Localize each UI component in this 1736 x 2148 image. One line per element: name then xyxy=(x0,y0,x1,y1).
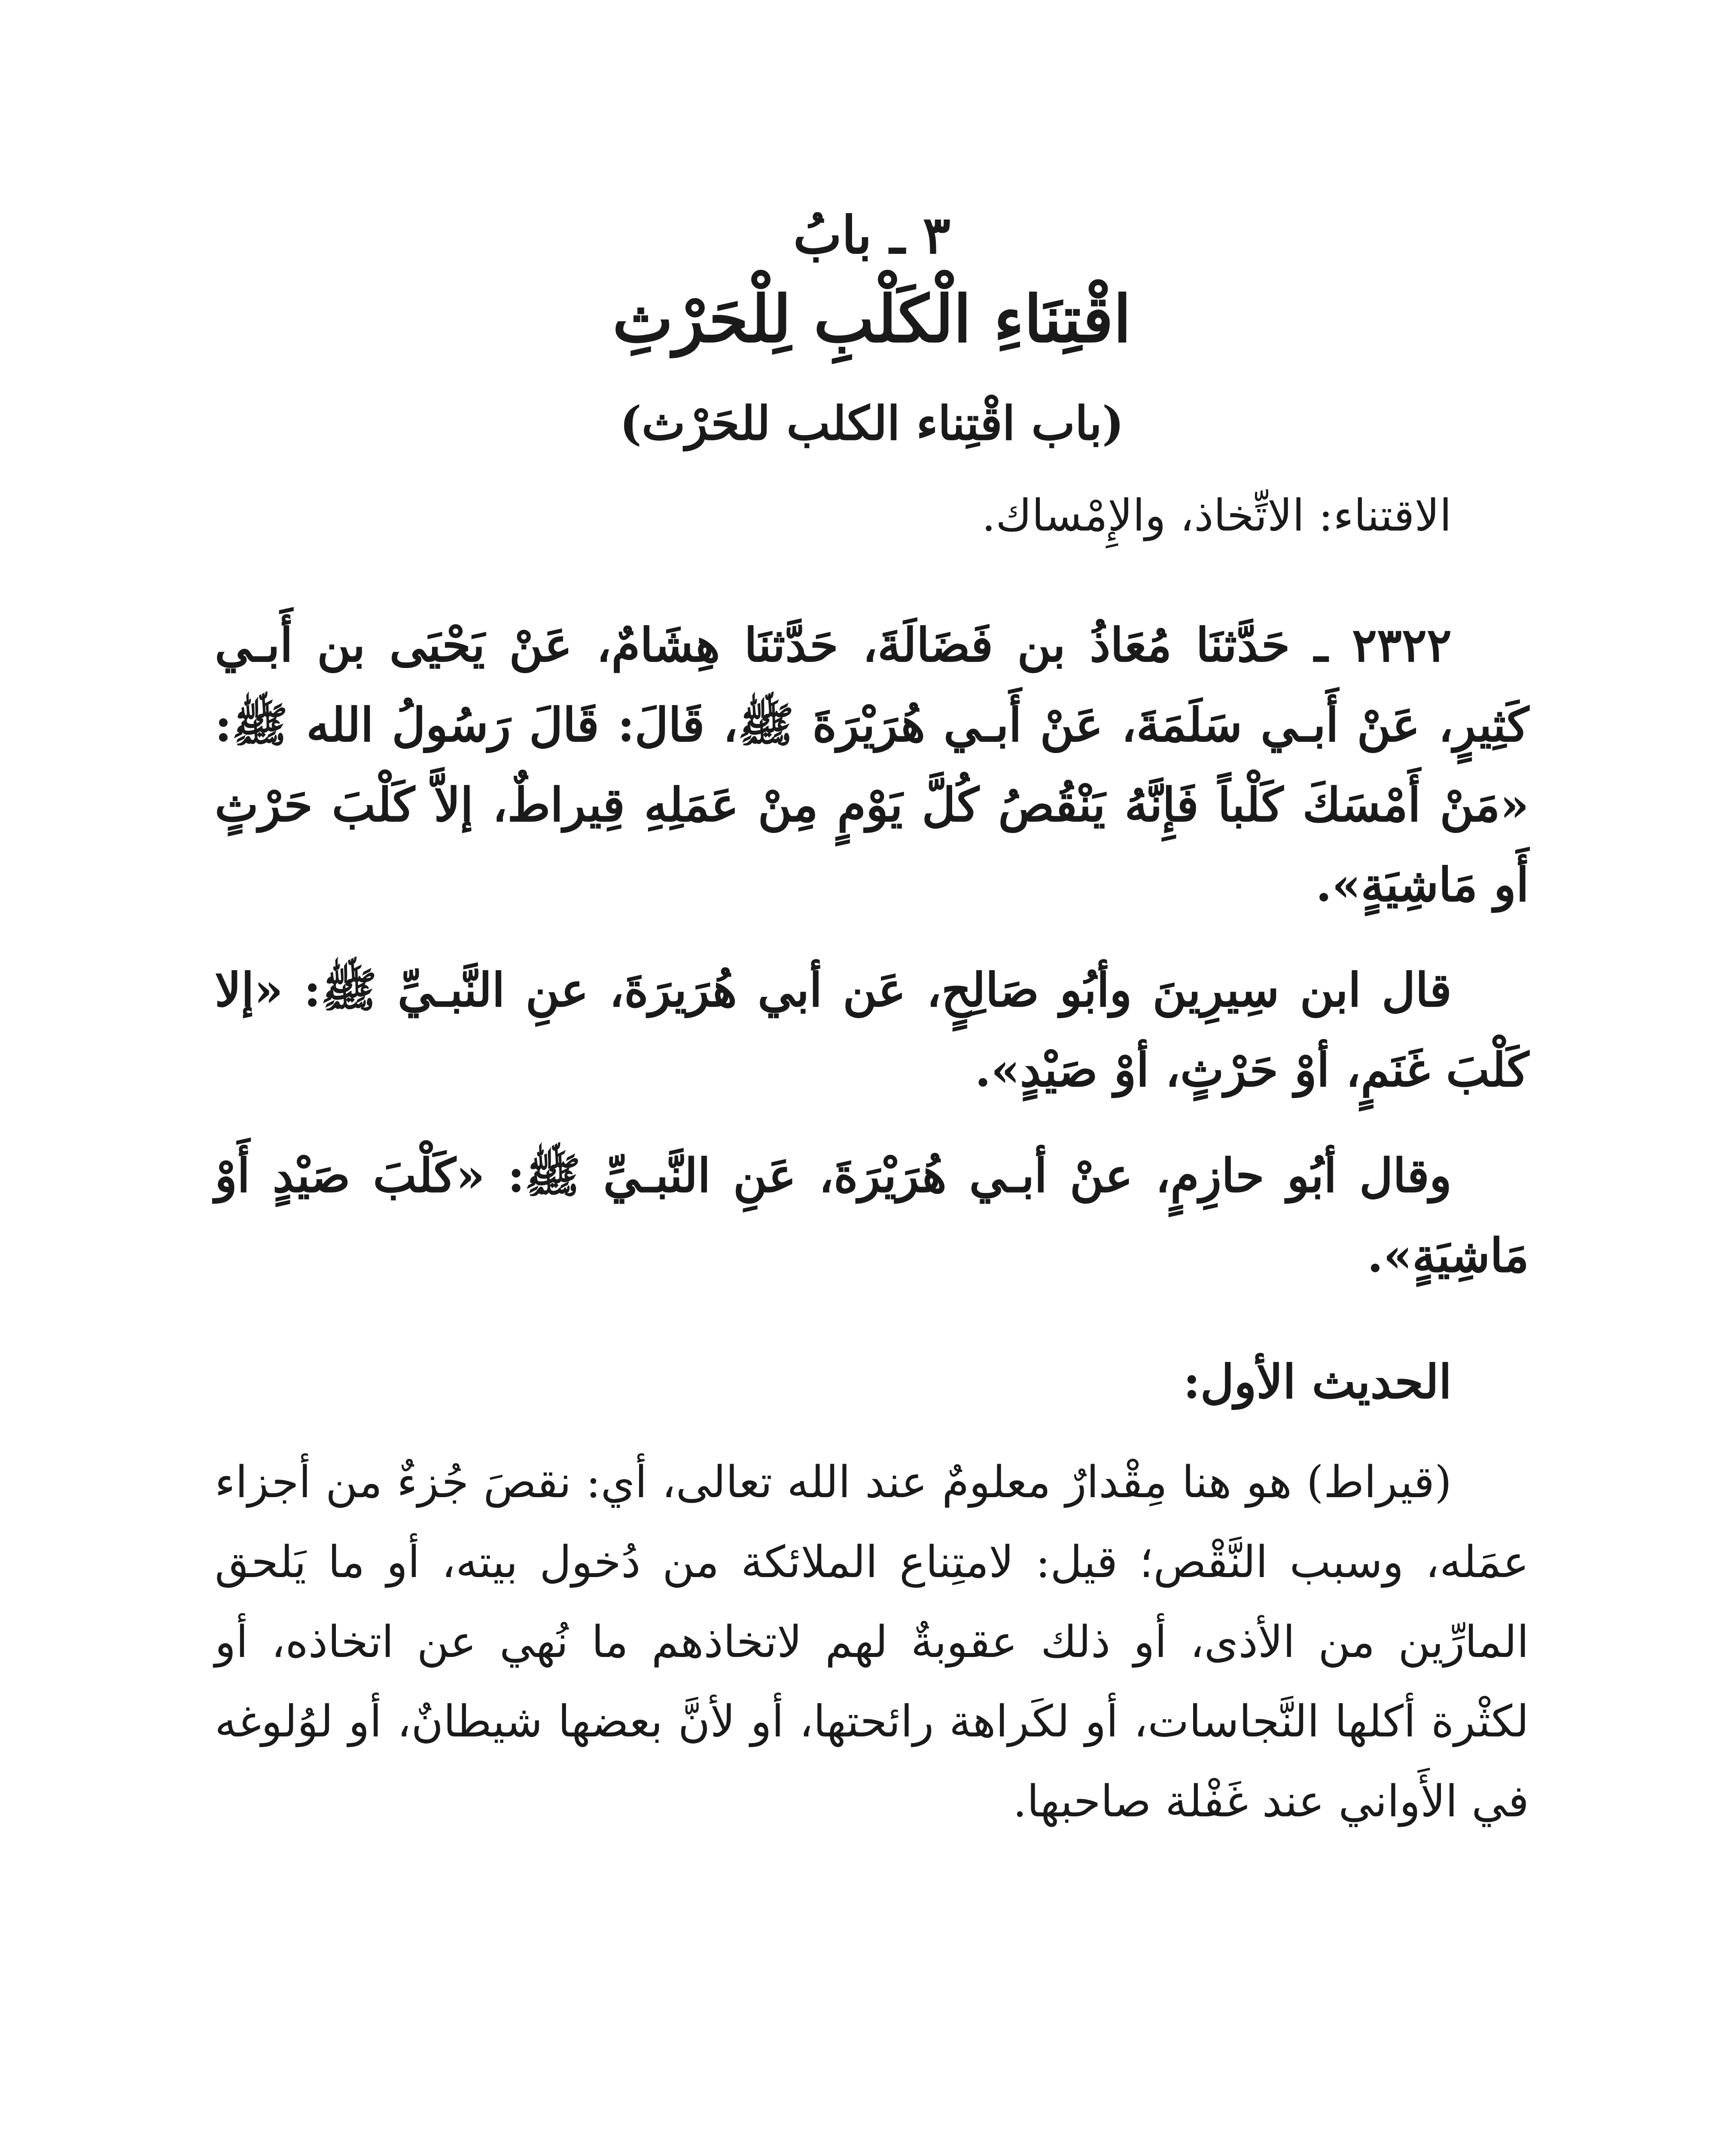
commentary-subheading: الحديث الأول: xyxy=(1183,1355,1452,1410)
commentary-paragraph: (قيراط) هو هنا مِقْدارٌ معلومٌ عند الله تعالى، أي: نقصَ جُزءٌ من أجزاء عمَله، وسبب النَّقْص؛ قيل: لامتِناع الملائكة من دُخول بيته، أو ما يَلحق المارِّين من الأذى، أو ذلك عقوبةٌ لهم لاتخاذهم ما نُهي عن اتخاذه، أو لكثْرة أكلها النَّجاسات، أو لكَراهة رائحتها، أو لأنَّ بعضها شيطانٌ، أو لوُلوغه في الأَواني عند غَفْلة صاحبها. xyxy=(215,1457,1529,1827)
hadith-paragraph-2: قال ابن سِيرِينَ وأبُو صَالِحٍ، عَن أبي هُرَيرَةَ، عنِ النَّبـيِّ ﷺ: «إلا كَلْبَ غَنَمٍ، أوْ حَرْثٍ، أوْ صَيْدٍ». xyxy=(215,963,1529,1098)
hadith-paragraph-3: وقال أبُو حازِمٍ، عنْ أبـي هُرَيْرَةَ، عَنِ النَّبـيِّ ﷺ: «كَلْبَ صَيْدٍ أَوْ مَاشِيَةٍ». xyxy=(215,1148,1529,1283)
page-content xyxy=(215,202,1529,1841)
section-heading: (باب اقْتِناء الكلب للحَرْث) xyxy=(619,397,1124,451)
definition-text: الاقتناء: الاتِّخاذ، والإِمْساك. xyxy=(981,490,1452,542)
chapter-title: اقْتِنَاءِ الْكَلْبِ لِلْحَرْثِ xyxy=(612,281,1131,357)
hadith-paragraph-1: ٢٣٢٢ ـ حَدَّثنَا مُعَاذُ بن فَضَالَةَ، حَدَّثنَا هِشَامٌ، عَنْ يَحْيَى بن أَبـي كَثِيرٍ، عَنْ أَبـي سَلَمَةَ، عَنْ أَبـي هُرَيْرَةَ ﷺ، قَالَ: قَالَ رَسُولُ الله ﷺ: «مَنْ أَمْسَكَ كَلْباً فَإِنَّهُ يَنْقُصُ كُلَّ يَوْمٍ مِنْ عَمَلِهِ قِيراطٌ، إلاَّ كَلْبَ حَرْثٍ أَو مَاشِيَةٍ». xyxy=(215,618,1529,912)
chapter-number: ٣ ـ بابُ xyxy=(793,205,951,265)
